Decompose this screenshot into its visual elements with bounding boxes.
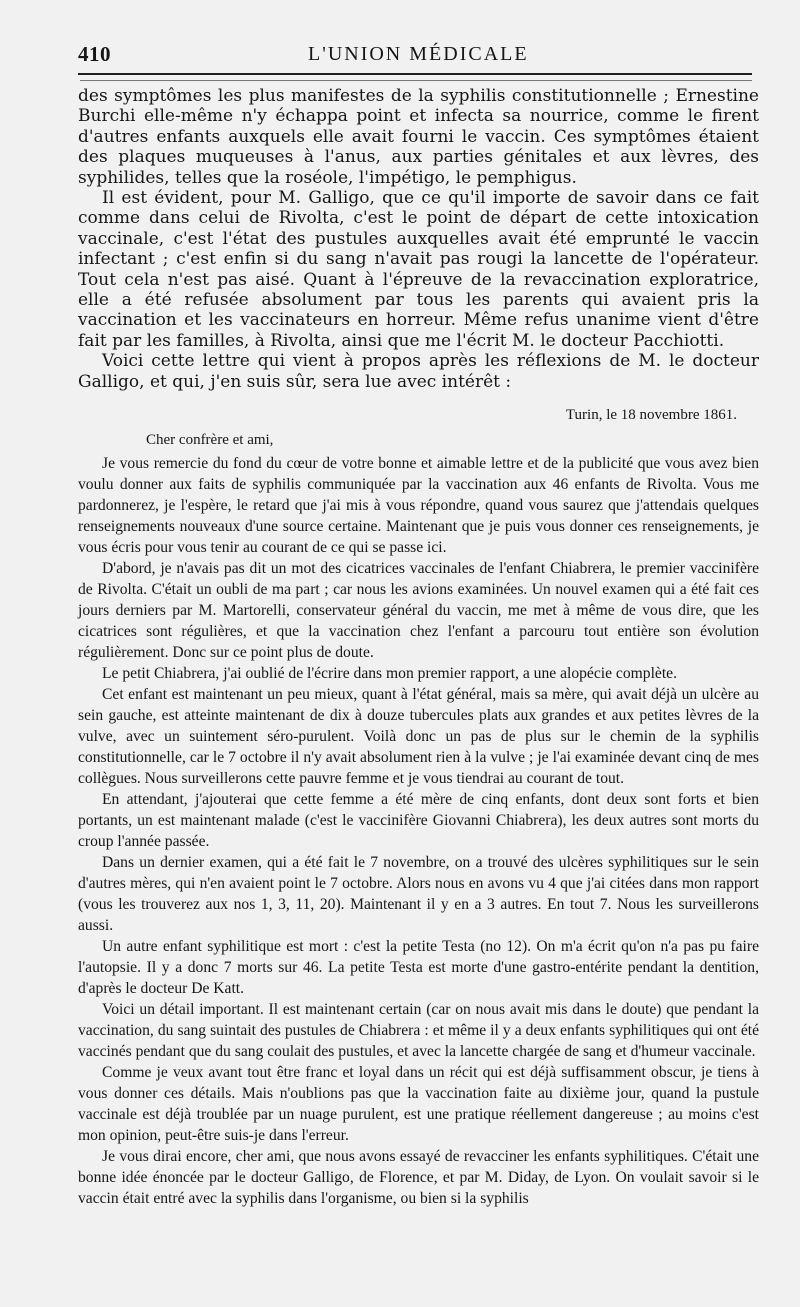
running-head: L'UNION MÉDICALE	[308, 43, 529, 65]
letter-paragraph: Comme je veux avant tout être franc et loyal dans un récit qui est déjà suffisamment obscur, je tiens à vous donner ces détails. Mais n'oublions pas que la vaccination faite au dixième jour, quand la pustule vaccinale est déjà troublée par un nuage purulent, est une pratique réellement dangereuse ; au moins c'est mon opinion, peut-être suis-je dans l'erreur.	[78, 1064, 759, 1145]
intro-paragraph: Voici cette lettre qui vient à propos après les réflexions de M. le docteur Galligo, et qui, j'en suis sûr, sera lue avec intérêt :	[78, 351, 759, 392]
letter-paragraph: Voici un détail important. Il est maintenant certain (car on nous avait mis dans le doute) que pendant la vaccination, du sang suintait des pustules de Chiabrera : et même il y a deux enfants syphilitiques qui ont été vaccinés pendant que du sang coulait des pustules, et avec la lancette chargée de sang et d'humeur vaccinale.	[78, 1001, 759, 1061]
letter-salutation: Cher confrère et ami,	[146, 432, 274, 449]
letter-paragraph: En attendant, j'ajouterai que cette femme a été mère de cinq enfants, dont deux sont forts et bien portants, un est maintenant malade (c'est le vaccinifère Giovanni Chiabrera), les deux autres sont morts du croup l'année passée.	[78, 791, 759, 851]
letter-paragraph: Je vous dirai encore, cher ami, que nous avons essayé de revacciner les enfants syphilitiques. C'était une bonne idée énoncée par le docteur Galligo, de Florence, et par M. Diday, de Lyon. On voulait savoir si le vaccin était entré avec la syphilis dans l'organisme, ou bien si la syphilis	[78, 1148, 759, 1208]
header-rule-secondary	[80, 80, 752, 81]
header-rule	[78, 73, 752, 75]
page-header	[78, 34, 760, 66]
letter-paragraph: Dans un dernier examen, qui a été fait le 7 novembre, on a trouvé des ulcères syphilitiques sur le sein d'autres mères, qui n'en avaient point le 7 octobre. Alors nous en avons vu 4 que j'ai citées dans mon rapport (vous les trouverez aux nos 1, 3, 11, 20). Maintenant il y en a 3 autres. En tout 7. Nous les surveillerons aussi.	[78, 854, 759, 935]
intro-paragraph: Il est évident, pour M. Galligo, que ce qu'il importe de savoir dans ce fait comme dans celui de Rivolta, c'est le point de départ de cette intoxication vaccinale, c'est l'état des pustules auxquelles avait été emprunté le vaccin infectant ; c'est enfin si du sang n'avait pas rougi la lancette de l'opérateur. Tout cela n'est pas aisé. Quant à l'épreuve de la revaccination exploratrice, elle a été refusée absolument par tous les parents qui avaient pris la vaccination et les vaccinateurs en horreur. Même refus unanime vient d'être fait par les familles, à Rivolta, ainsi que me l'écrit M. le docteur Pacchiotti.	[78, 188, 759, 351]
letter-paragraph: Cet enfant est maintenant un peu mieux, quant à l'état général, mais sa mère, qui avait déjà un ulcère au sein gauche, est atteinte maintenant de dix à douze tubercules plats aux grandes et aux petites lèvres de la vulve, avec un suintement séro-purulent. Voilà donc un pas de plus sur le chemin de la syphilis constitutionnelle, car le 7 octobre il n'y avait absolument rien à la vulve ; je l'ai examinée devant cinq de mes collègues. Nous surveillerons cette pauvre femme et je vous tiendrai au courant de tout.	[78, 686, 759, 788]
letter-date: Turin, le 18 novembre 1861.	[565, 407, 737, 424]
letter-paragraph: Un autre enfant syphilitique est mort : c'est la petite Testa (no 12). On m'a écrit qu'on n'a pas pu faire l'autopsie. Il y a donc 7 morts sur 46. La petite Testa est morte d'une gastro-entérite pendant la dentition, d'après le docteur De Katt.	[78, 938, 759, 998]
page-number: 410	[78, 42, 111, 66]
intro-paragraph: des symptômes les plus manifestes de la syphilis constitutionnelle ; Ernestine Burchi elle-même n'y échappa point et infecta sa nourrice, comme le firent d'autres enfants auxquels elle avait fourni le vaccin. Ces symptômes étaient des plaques muqueuses à l'anus, aux parties génitales et aux lèvres, des syphilides, telles que la roséole, l'impétigo, le pemphigus.	[78, 86, 759, 188]
body-text	[78, 86, 759, 1209]
letter-paragraph: Le petit Chiabrera, j'ai oublié de l'écrire dans mon premier rapport, a une alopécie complète.	[102, 665, 677, 683]
letter-paragraph: D'abord, je n'avais pas dit un mot des cicatrices vaccinales de l'enfant Chiabrera, le premier vaccinifère de Rivolta. C'était un oubli de ma part ; car nous les avions examinées. Un nouvel examen qui a été fait ces jours derniers par M. Martorelli, conservateur général du vaccin, me met à même de vous dire, que les cicatrices sont régulières, et que la vaccination chez l'enfant a parcouru tout entière son évolution régulièrement. Donc sur ce point plus de doute.	[78, 560, 759, 662]
letter-paragraph: Je vous remercie du fond du cœur de votre bonne et aimable lettre et de la publicité que vous avez bien voulu donner aux faits de syphilis communiquée par la vaccination aux 46 enfants de Rivolta. Vous me pardonnerez, je l'espère, le retard que j'ai mis à vous répondre, quand vous saurez que j'attendais quelques renseignements nouveaux d'une source certaine. Maintenant que je puis vous donner ces renseignements, je vous écris pour vous tenir au courant de ce qui se passe ici.	[78, 455, 759, 557]
letter-body	[78, 453, 759, 1209]
